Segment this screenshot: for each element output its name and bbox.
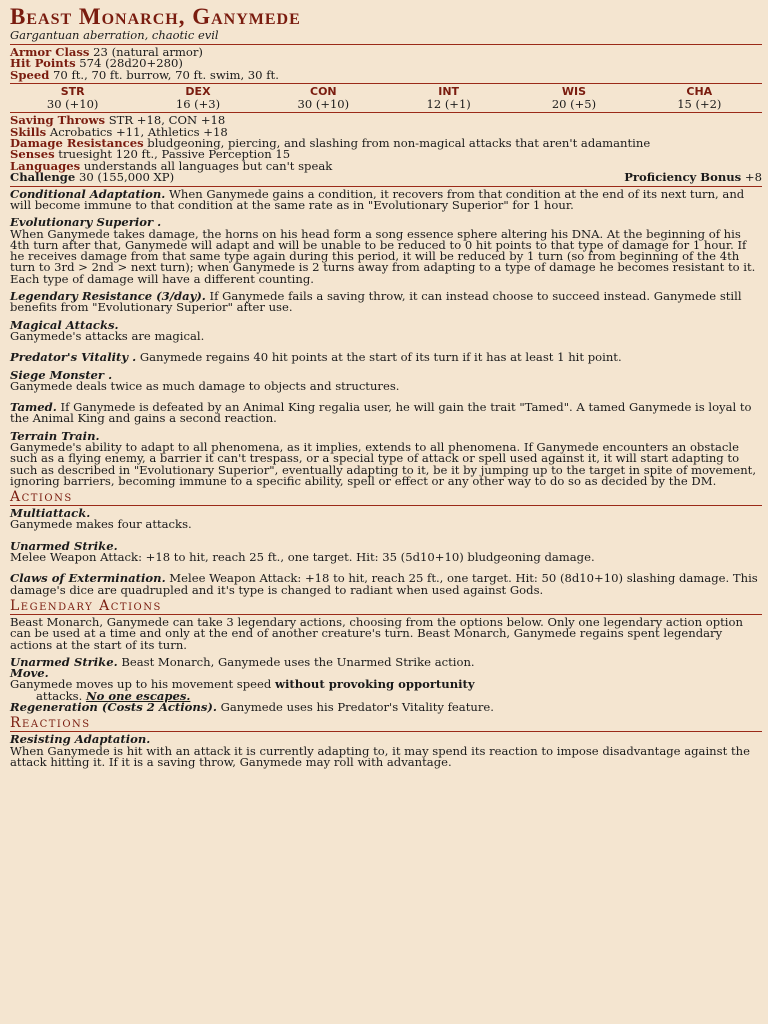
spacer [10,531,768,541]
ability-scores [10,86,762,110]
trait-name: Conditional Adaptation. [10,186,166,201]
ability-name: INT [438,85,460,99]
action-unarmed-strike [10,538,762,565]
trait-text: Ganymede regains 40 hit points at the start of its turn if it has at least 1 hit point. [136,350,622,365]
hit-points-value: 574 (28d20+280) [79,56,183,71]
ability-con [261,86,386,110]
creature-name: Beast Monarch, Ganymede [10,4,301,29]
trait-text: If Ganymede is defeated by an Animal King regalia user, he will gain the trait "Tamed". A tamed Ganymede is loyal to the Animal King and gains a second reaction. [10,400,752,426]
saving-throws-value: STR +18, CON +18 [108,113,226,128]
creature-type: Gargantuan aberration, chaotic evil [10,28,219,42]
ability-dex [135,86,260,110]
trait-name: Magical Attacks. [10,317,119,332]
trait-conditional-adaptation [10,186,762,212]
trait-evolutionary-superior [10,217,762,285]
damage-resistances-value: bludgeoning, piercing, and slashing from non-magical attacks that aren't adamantine [147,136,651,151]
trait-name: Predator's Vitality . [10,350,137,365]
reaction-text: When Ganymede is hit with an attack it is currently adapting to, it may spend its reaction to impose disadvantage against the attack hitting it. If it is a saving throw, Ganymede may roll with advantage. [10,743,750,769]
ability-value: 20 (+5) [551,97,597,112]
ability-value: 30 (+10) [46,97,99,112]
legendary-intro: Beast Monarch, Ganymede can take 3 legendary actions, choosing from the options below. Only one legendary action option can be used at a time and only at the end of another creature's turn. Beast Monarch, Ganymede regains spent legendary actions at the start of its turn. [10,614,743,652]
legendary-text: attacks. [36,688,86,703]
challenge [10,172,174,183]
trait-predators-vitality [10,352,762,363]
legendary-name: Regeneration (Costs 2 Actions). [10,700,217,715]
action-text: Ganymede makes four attacks. [10,517,192,532]
saving-throws-label: Saving Throws [10,113,106,128]
proficiency-label: Proficiency Bonus [624,170,742,185]
trait-text: When Ganymede gains a condition, it recovers from that condition at the end of its next turn, and will become immune to that condition at the same rate as in "Evolutionary Superior" for 1 hour. [10,186,745,212]
ability-cha [637,86,762,110]
divider [10,83,762,84]
speed-label: Speed [10,67,50,82]
action-multiattack [10,508,762,531]
challenge-value: 30 (155,000 XP) [78,170,175,185]
action-name: Claws of Extermination. [10,571,166,586]
ability-value: 12 (+1) [426,97,471,112]
trait-siege-monster [10,367,762,393]
legendary-name: Move. [10,666,49,681]
ability-int [386,86,511,110]
trait-text: Ganymede deals twice as much damage to objects and structures. [10,378,400,393]
action-claws-of-extermination [10,573,762,596]
action-text: Melee Weapon Attack: +18 to hit, reach 25 ft., one target. Hit: 35 (5d10+10) bludgeoning damage. [10,550,595,565]
speed-line [10,67,768,82]
trait-legendary-resistance [10,291,762,314]
legendary-text: Beast Monarch, Ganymede uses the Unarmed Strike action. [117,654,475,669]
trait-magical-attacks [10,317,762,343]
challenge-label: Challenge [10,170,76,185]
skills-label: Skills [10,124,47,139]
ability-name: CHA [686,85,713,99]
ability-value: 15 (+2) [677,97,722,112]
proficiency [624,172,762,183]
legendary-text-bold: without provoking opportunity [275,677,475,692]
action-name: Unarmed Strike. [10,538,118,553]
challenge-line [10,172,762,183]
armor-class-label: Armor Class [10,45,90,59]
trait-name: Evolutionary Superior . [10,215,162,230]
ability-value: 16 (+3) [175,97,221,112]
legendary-name: Unarmed Strike. [10,654,118,669]
legendary-text-underlined: No one escapes. [85,688,191,703]
speed-value: 70 ft., 70 ft. burrow, 70 ft. swim, 30 ft. [53,67,279,82]
actions-heading: Actions [10,489,762,506]
trait-name: Siege Monster . [10,367,113,382]
languages-label: Languages [10,158,81,173]
languages-value: understands all languages but can't speak [83,158,333,173]
legendary-unarmed-strike [10,654,762,669]
legendary-regeneration [10,702,762,713]
hit-points-label: Hit Points [10,56,76,71]
ability-name: CON [310,85,337,99]
trait-tamed [10,402,762,425]
reaction-resisting-adaptation [10,734,762,768]
legendary-actions-heading: Legendary Actions [10,598,762,615]
armor-class-value: 23 (natural armor) [93,45,203,59]
ability-name: STR [60,85,85,99]
ability-name: WIS [561,85,587,99]
trait-name: Terrain Train. [10,428,100,443]
senses-value: truesight 120 ft., Passive Perception 15 [58,147,291,162]
trait-name: Legendary Resistance (3/day). [10,289,206,304]
trait-name: Tamed. [10,400,57,415]
reaction-name: Resisting Adaptation. [10,732,151,747]
senses-label: Senses [10,147,55,162]
ability-wis [511,86,636,110]
ability-name: DEX [185,85,211,99]
skills-value: Acrobatics +11, Athletics +18 [49,124,228,139]
trait-text: When Ganymede takes damage, the horns on his head form a song essence sphere altering his DNA. At the beginning of his 4th turn after that, Ganymede will adapt and will be unable to be reduced to 0 hit points to that type of damage for 1 hour. If he receives damage from that same type again during this period, it will be reduced by 1 turn (so from beginning of the 4th turn to 3rd > 2nd > next turn); when Ganymede is 2 turns away from adapting to a type of damage he becomes resistant to it. Each type of damage will have a different counting. [10,226,756,286]
trait-terrain-train [10,428,762,488]
ability-value: 30 (+10) [297,97,350,112]
trait-text: Ganymede's attacks are magical. [10,328,205,343]
action-text: Melee Weapon Attack: +18 to hit, reach 25 ft., one target. Hit: 50 (8d10+10) slashing damage. This damage's dice are quadrupled and it's type is changed to radiant when used against Gods. [10,571,758,597]
trait-text: If Ganymede fails a saving throw, it can instead choose to succeed instead. Ganymede still benefits from "Evolutionary Superior" after use. [10,289,742,315]
trait-text: Ganymede's ability to adapt to all phenomena, as it implies, extends to all phenomena. If Ganymede encounters an obstacle such as a flying enemy, a barrier it can't trespass, or a special type of attack or spell used against it, it will start adapting to such as described in "Evolutionary Superior", eventually adapting to it, be it by jumping up to the target in spite of movement, ignoring barriers, becoming immune to a specific ability, spell or effect or any other way to do so as decided by the DM. [10,440,757,488]
damage-resistances-label: Damage Resistances [10,136,144,151]
proficiency-value: +8 [744,170,762,185]
ability-str [10,86,135,110]
action-name: Multiattack. [10,506,91,521]
legendary-text: Ganymede moves up to his movement speed [10,677,275,692]
legendary-move [10,668,762,702]
reactions-heading: Reactions [10,715,762,732]
legendary-text: Ganymede uses his Predator's Vitality feature. [216,700,494,715]
